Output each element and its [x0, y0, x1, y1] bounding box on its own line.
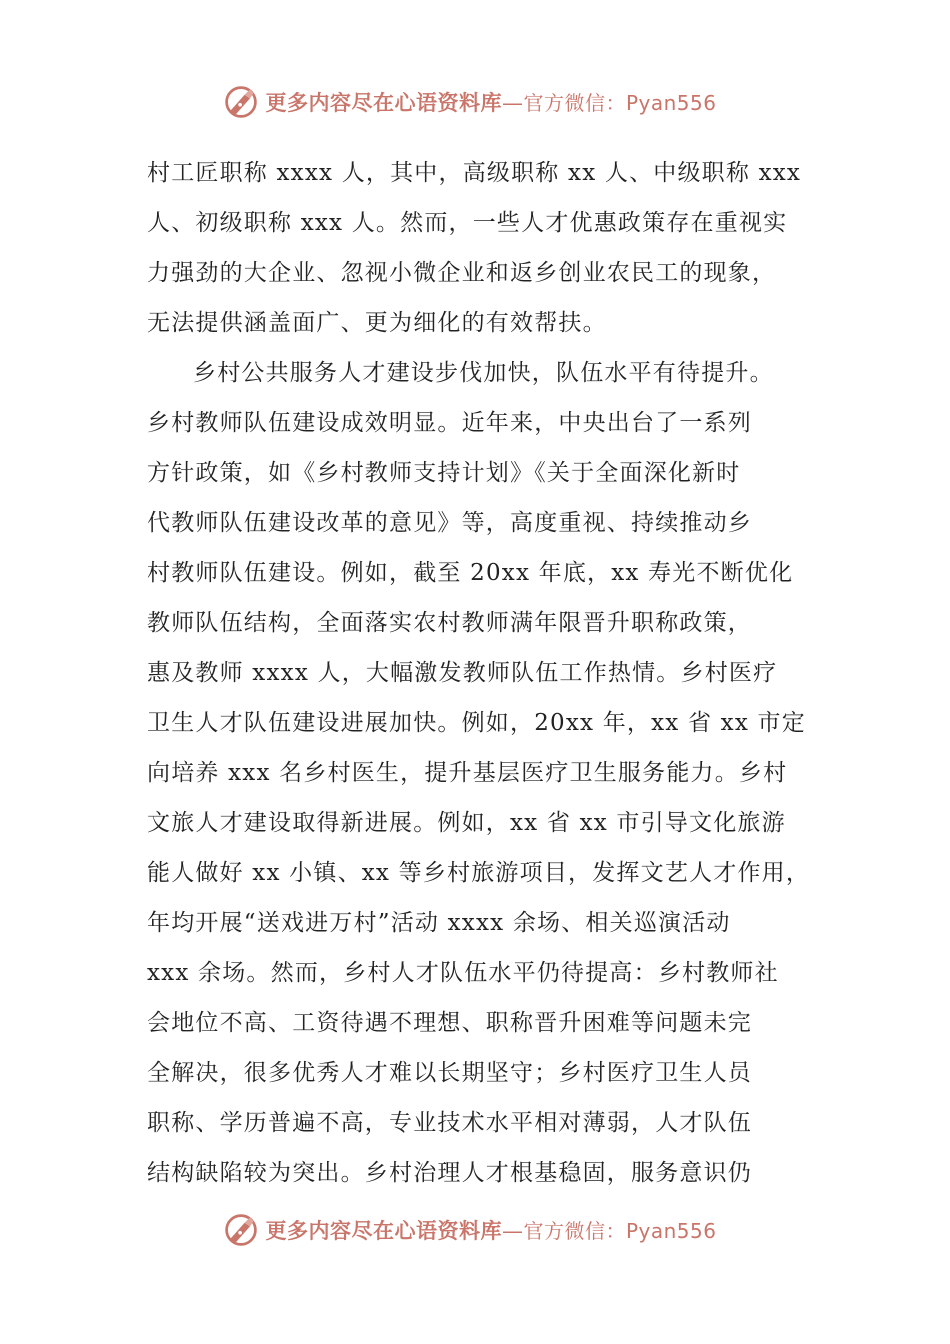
text-line: 人、初级职称 xxx 人。然而，一些人才优惠政策存在重视实 [147, 210, 788, 236]
banner-wechat-text: 官方微信：Pyan556 [523, 91, 717, 115]
header-banner-content [223, 84, 716, 120]
banner-wechat-text: 官方微信：Pyan556 [523, 1219, 717, 1243]
paragraph-first-line: 乡村公共服务人才建设步伐加快，队伍水平有待提升。 [193, 360, 774, 386]
text-line: 卫生人才队伍建设进展加快。例如，20xx 年，xx 省 xx 市定 [147, 710, 806, 736]
text-line: 乡村教师队伍建设成效明显。近年来，中央出台了一系列 [147, 410, 752, 436]
header-watermark-banner [0, 82, 950, 122]
footer-banner-text [265, 1215, 716, 1245]
text-line: 无法提供涵盖面广、更为细化的有效帮扶。 [147, 310, 607, 336]
banner-separator: — [501, 91, 524, 115]
text-line: 向培养 xxx 名乡村医生，提升基层医疗卫生服务能力。乡村 [147, 760, 788, 786]
footer-banner-content [223, 1212, 716, 1248]
pen-nib-logo-icon [223, 1212, 259, 1248]
banner-separator: — [501, 1219, 524, 1243]
text-line: 力强劲的大企业、忽视小微企业和返乡创业农民工的现象， [147, 260, 777, 286]
text-line: 全解决，很多优秀人才难以长期坚守；乡村医疗卫生人员 [147, 1060, 752, 1086]
text-line: 能人做好 xx 小镇、xx 等乡村旅游项目，发挥文艺人才作用， [147, 860, 811, 886]
banner-main-text: 更多内容尽在心语资料库 [265, 1218, 502, 1243]
text-line: 教师队伍结构，全面落实农村教师满年限晋升职称政策， [147, 610, 752, 636]
text-line: 村教师队伍建设。例如，截至 20xx 年底，xx 寿光不断优化 [147, 560, 794, 586]
text-line: 代教师队伍建设改革的意见》等，高度重视、持续推动乡 [147, 510, 752, 536]
text-line: 方针政策，如《乡村教师支持计划》《关于全面深化新时 [147, 460, 741, 486]
text-line: 职称、学历普遍不高，专业技术水平相对薄弱，人才队伍 [147, 1110, 752, 1136]
banner-main-text: 更多内容尽在心语资料库 [265, 90, 502, 115]
text-line: 文旅人才建设取得新进展。例如，xx 省 xx 市引导文化旅游 [147, 810, 786, 836]
text-line: 村工匠职称 xxxx 人，其中，高级职称 xx 人、中级职称 xxx [147, 160, 802, 186]
header-banner-text [265, 87, 716, 117]
footer-watermark-banner [0, 1210, 950, 1250]
pen-nib-logo-icon [223, 84, 259, 120]
text-line: 惠及教师 xxxx 人，大幅激发教师队伍工作热情。乡村医疗 [147, 660, 778, 686]
text-line: xxx 余场。然而，乡村人才队伍水平仍待提高：乡村教师社 [147, 960, 779, 986]
text-line: 结构缺陷较为突出。乡村治理人才根基稳固，服务意识仍 [147, 1160, 752, 1186]
document-body [147, 148, 817, 1198]
text-line: 会地位不高、工资待遇不理想、职称晋升困难等问题未完 [147, 1010, 752, 1036]
text-line: 年均开展“送戏进万村”活动 xxxx 余场、相关巡演活动 [147, 910, 731, 936]
